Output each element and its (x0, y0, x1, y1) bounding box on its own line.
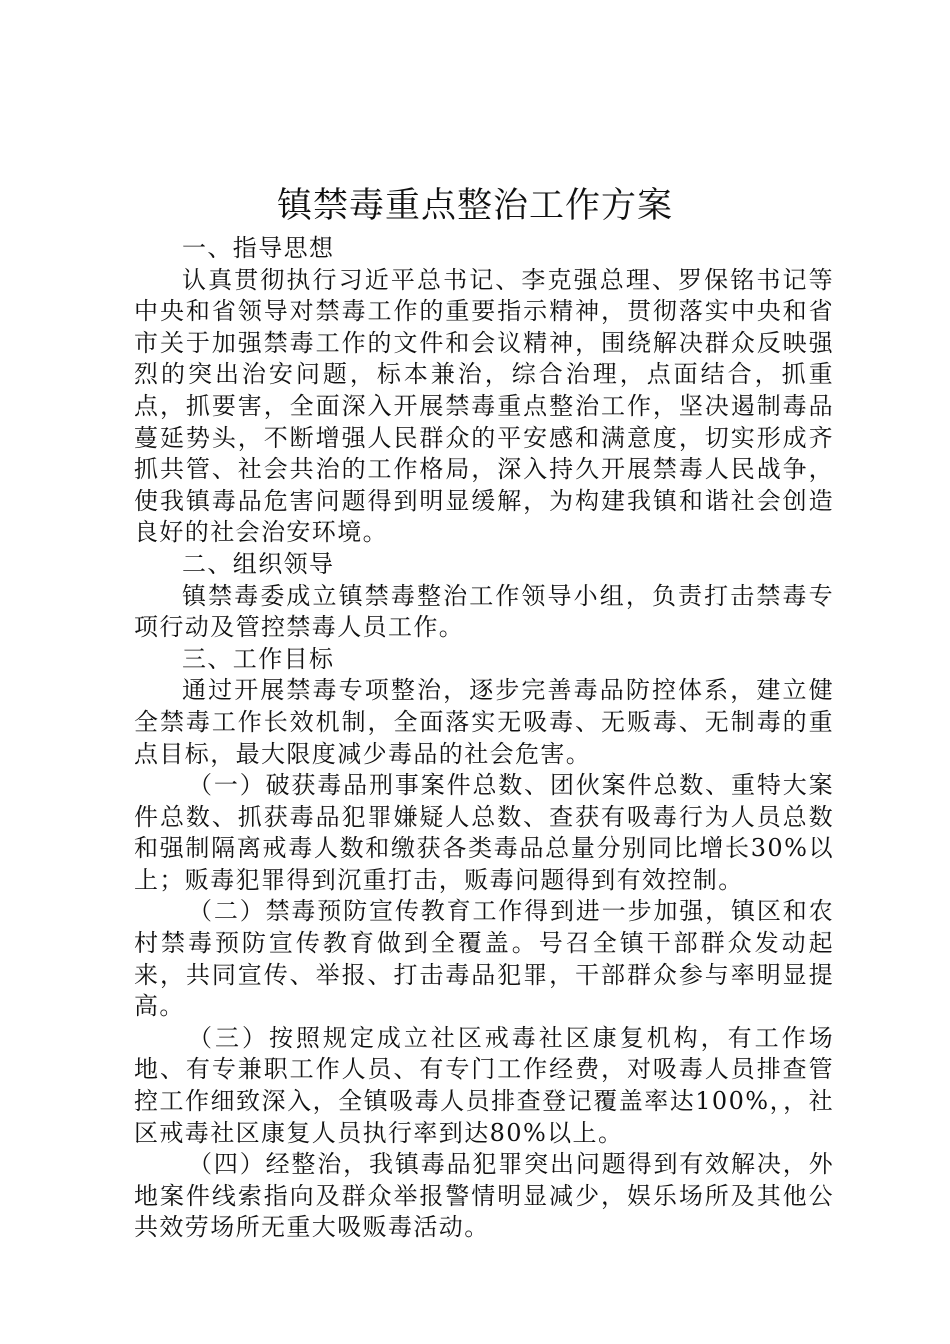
section-heading-work-goals: 三、工作目标 (182, 644, 335, 673)
goal-item-1: （一）破获毒品刑事案件总数、团伙案件总数、重特大案件总数、抓获毒品犯罪嫌疑人总数、查获有吸毒行为人员总数和强制隔离戒毒人数和缴获各类毒品总量分别同比增长30%以上；贩毒犯罪得到沉重打击，贩毒问题得到有效控制。 (134, 771, 834, 894)
section-heading-guiding-ideology: 一、指导思想 (182, 234, 335, 262)
goal-item-2: （二）禁毒预防宣传教育工作得到进一步加强，镇区和农村禁毒预防宣传教育做到全覆盖。号召全镇干部群众发动起来，共同宣传、举报、打击毒品犯罪，干部群众参与率明显提高。 (134, 897, 834, 1021)
document-title: 镇禁毒重点整治工作方案 (276, 186, 673, 226)
paragraph-organization: 镇禁毒委成立镇禁毒整治工作领导小组，负责打击禁毒专项行动及管控禁毒人员工作。 (134, 581, 834, 642)
paragraph-guiding-ideology: 认真贯彻执行习近平总书记、李克强总理、罗保铭书记等中央和省领导对禁毒工作的重要指示精神，贯彻落实中央和省市关于加强禁毒工作的文件和会议精神，围绕解决群众反映强烈的突出治安问题，标本兼治，综合治理，点面结合，抓重点，抓要害，全面深入开展禁毒重点整治工作，坚决遏制毒品蔓延势头，不断增强人民群众的平安感和满意度，切实形成齐抓共管、社会共治的工作格局，深入持久开展禁毒人民战争，使我镇毒品危害问题得到明显缓解，为构建我镇和谐社会创造良好的社会治安环境。 (134, 265, 834, 547)
goal-item-3: （三）按照规定成立社区戒毒社区康复机构，有工作场地、有专兼职工作人员、有专门工作经费，对吸毒人员排查管控工作细致深入，全镇吸毒人员排查登记覆盖率达100%，，社区戒毒社区康复人员执行率到达80%以上。 (134, 1023, 834, 1147)
document-body (134, 233, 834, 1244)
goal-item-4: （四）经整治，我镇毒品犯罪突出问题得到有效解决，外地案件线索指向及群众举报警情明显减少，娱乐场所及其他公共效劳场所无重大吸贩毒活动。 (134, 1150, 834, 1242)
paragraph-work-goals: 通过开展禁毒专项整治，逐步完善毒品防控体系，建立健全禁毒工作长效机制，全面落实无吸毒、无贩毒、无制毒的重点目标，最大限度减少毒品的社会危害。 (134, 676, 834, 768)
section-heading-organization: 二、组织领导 (182, 549, 335, 578)
